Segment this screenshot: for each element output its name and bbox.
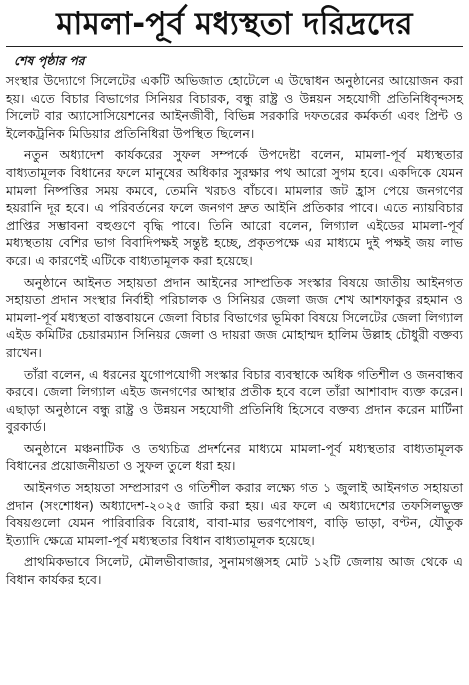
body-paragraph-3: অনুষ্ঠানে আইনত সহায়তা প্রদান আইনের সাম্প্রতিক সংস্কার বিষয়ে জাতীয় আইনগত সহায়তা প্রদান সংস্থার নির্বাহী পরিচালক ও সিনিয়র জেলা জজ শেখ আশফাকুর রহমান ও মামলা-পূর্ব মধ্যস্থতা বাস্তবায়নে জেলা বিচার বিভাগের ভূমিকা বিষয়ে সিলেটের জেলা লিগ্যাল এইড কমিটির চেয়ারম্যান সিনিয়র জেলা ও দায়রা জজ মোহাম্মদ হালিম উল্লাহ চৌধুরী বক্তব্য রাখেন। xyxy=(6,274,463,360)
continuation-note: শেষ পৃষ্ঠার পর xyxy=(14,53,85,68)
body-paragraph-6: আইনগত সহায়তা সম্প্রসারণ ও গতিশীল করার লক্ষ্যে গত ১ জুলাই আইনগত সহায়তা প্রদান (সংশোধন) অধ্যাদেশ-২০২৫ জারি করা হয়। এর ফলে এ অধ্যাদেশের তফসিলভুক্ত বিষয়গুলো যেমন পারিবারিক বিরোধ, বাবা-মার ভরণপোষণ, বাড়ি ভাড়া, বণ্টন, যৌতুক ইত্যাদি ক্ষেত্রে মামলা-পূর্ব মধ্যস্থতার বিধান বাধ্যতামূলক হয়েছে। xyxy=(6,480,463,548)
body-paragraph-5: অনুষ্ঠানে মঞ্চনাটিক ও তথ্যচিত্র প্রদর্শনের মাধ্যমে মামলা-পূর্ব মধ্যস্থতার বাধ্যতামূলক বিধানের প্রয়োজনীয়তা ও সুফল তুলে ধরা হয়। xyxy=(6,440,463,474)
body-paragraph-2: নতুন অধ্যাদেশ কার্যকরের সুফল সম্পর্কে উপদেষ্টা বলেন, মামলা-পূর্ব মধ্যস্থতার বাধ্যতামূলক বিধানের ফলে মানুষের অধিকার সুরক্ষার পথ আরো সুগম হবে। একদিকে যেমন মামলা নিষ্পত্তির সময় কমবে, তেমনি খরচও বাঁচবে। মামলার জট হ্রাস পেয়ে জনগণের হয়রানি দূর হবে। এ পরিবর্তনের ফলে জনগণ দ্রুত আইনি প্রতিকার পাবে। এতে ন্যায়বিচার প্রাপ্তির সম্ভাবনা বহুগুণে বৃদ্ধি পাবে। তিনি আরো বলেন, লিগ্যাল এইডের মামলা-পূর্ব মধ্যস্থতায় বেশির ভাগ বিবাদিপক্ষই সন্তুষ্ট হচ্ছে, প্রকৃতপক্ষে এর মাধ্যমে দুই পক্ষই জয় লাভ করে। এ কারণেই এটিকে বাধ্যতামূলক করা হয়েছে। xyxy=(6,147,463,268)
body-paragraph-4: তাঁরা বলেন, এ ধরনের যুগোপযোগী সংস্কার বিচার ব্যবস্থাকে অধিক গতিশীল ও জনবান্ধব করবে। জেলা লিগ্যাল এইড জনগণের আস্থার প্রতীক হবে বলে তাঁরা আশাবাদ ব্যক্ত করেন। এছাড়া অনুষ্ঠানে বন্ধু রাষ্ট্র ও উন্নয়ন সহযোগী প্রতিনিধি হিসেবে বক্তব্য প্রদান করেন মার্টিনা বুরকার্ড। xyxy=(6,366,463,435)
body-paragraph-1: সংস্থার উদ্যোগে সিলেটের একটি অভিজাত হোটেলে এ উদ্বোধন অনুষ্ঠানের আয়োজন করা হয়। এতে বিচার বিভাগের সিনিয়র বিচারক, বন্ধু রাষ্ট্র ও উন্নয়ন সহযোগী প্রতিনিধিবৃন্দসহ সিলেট বার অ্যাসোসিয়েশনের আইনজীবী, বিভিন্ন সরকারি দফতরের কর্মকর্তা এবং প্রিন্ট ও ইলেকট্রনিক মিডিয়ার প্রতিনিধিরা উপস্থিত ছিলেন। xyxy=(6,73,463,141)
headline: মামলা-পূর্ব মধ্যস্থতা দরিদ্রদের xyxy=(56,6,413,42)
headline-rule xyxy=(6,46,463,47)
body-paragraph-7: প্রাথমিকভাবে সিলেট, মৌলভীবাজার, সুনামগঞ্জসহ মোট ১২টি জেলায় আজ থেকে এ বিধান কার্যকর হবে। xyxy=(6,554,463,588)
